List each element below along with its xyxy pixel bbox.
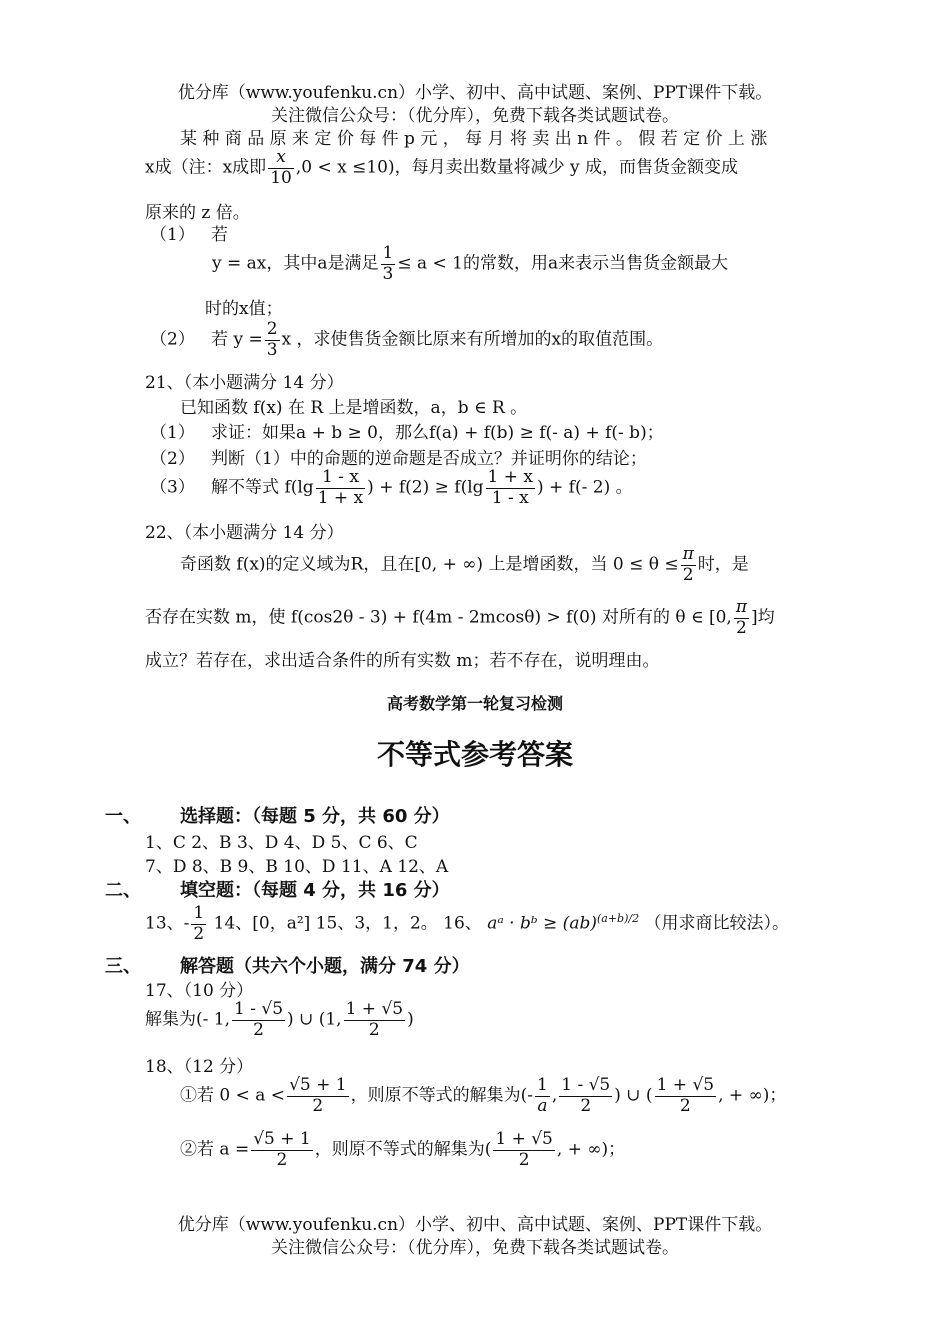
answers-subtitle: 高考数学第一轮复习检测	[386, 694, 563, 713]
q20-intro-a: 某 种 商 品 原 来 定 价 每 件 p 元 ， 每 月 将 卖 出 n 件 。 假 若 定 价 上 涨	[180, 129, 768, 149]
q18-title: 18、（12 分）	[145, 1057, 254, 1077]
section-2-number: 二、	[105, 880, 141, 901]
q18-case-2: ②若 a = $\frac{√5 + 1}{2}$ ，则原不等式的解集为( $\frac{1 + √5}{2}$ , + ∞)；	[180, 1129, 626, 1170]
q20-part1: （1） 若	[150, 225, 229, 245]
footer-line-1: 优分库（www.youfenku.cn）小学、初中、高中试题、案例、PPT课件下载。	[177, 1215, 773, 1235]
header-line-1: 优分库（www.youfenku.cn）小学、初中、高中试题、案例、PPT课件下载。	[177, 83, 773, 103]
q20-intro-b: x成（注：x成即 $\frac{x}{10}$ ,0 < x ≤10)，每月卖出数量将减少 y 成，而售货金额变成	[145, 147, 739, 188]
q22-line-3: 成立？若存在，求出适合条件的所有实数 m；若不存在，说明理由。	[145, 651, 660, 671]
q21-part3: （3） 解不等式 f(lg $\frac{1 - x}{1 + x}$ ) + f(2) ≥ f(lg $\frac{1 + x}{1 - x}$ ) + f(- 2) 。	[150, 467, 633, 508]
section-2-answers: 13、- $\frac{1}{2}$ 14、[0，a²] 15、3，1，2。 16、 aᵃ · bᵇ ≥ (ab)$^{(a+b)/2}$ （用求商比较法）。	[145, 903, 789, 944]
q17-title: 17、（10 分）	[145, 981, 254, 1001]
q21-part1: （1） 求证：如果a + b ≥ 0，那么f(a) + f(b) ≥ f(- a) + f(- b)；	[150, 423, 664, 443]
q21-part2: （2） 判断（1）中的命题的逆命题是否成立？并证明你的结论；	[150, 449, 647, 469]
q21-intro: 已知函数 f(x) 在 R 上是增函数，a，b ∈ R 。	[180, 398, 528, 418]
section-1-row-2: 7、D 8、B 9、B 10、D 11、A 12、A	[145, 857, 449, 877]
q22-title: 22、（本小题满分 14 分）	[145, 523, 344, 543]
section-1-row-1: 1、C 2、B 3、D 4、D 5、C 6、C	[145, 833, 418, 853]
q20-intro-c: 原来的 z 倍。	[145, 203, 250, 223]
q20-part1-line: y = ax，其中a是满足 $\frac{1}{3}$ ≤ a < 1的常数，用a来表示当售货金额最大	[212, 243, 729, 284]
q17-answer: 解集为(- 1, $\frac{1 - √5}{2}$ ) ∪ (1, $\frac{1 + √5}{2}$ )	[145, 999, 414, 1040]
section-2-title: 填空题：（每题 4 分，共 16 分）	[180, 880, 450, 901]
section-3-title: 解答题（共六个小题，满分 74 分）	[180, 956, 470, 977]
q22-line-1: 奇函数 f(x)的定义域为R，且在[0, + ∞) 上是增函数，当 0 ≤ θ ≤ $\frac{\pi}{2}$ 时，是	[180, 544, 749, 585]
q22-line-2: 否存在实数 m，使 f(cos2θ - 3) + f(4m - 2mcosθ) > f(0) 对所有的 θ ∈ [0, $\frac{\pi}{2}$ ]均	[145, 597, 775, 638]
q18-case-1: ①若 0 < a < $\frac{√5 + 1}{2}$ ，则原不等式的解集为(- $\frac{1}{a}$ , $\frac{1 - √5}{2}$ ) ∪ ( $\frac{1 + √5}{2}$ , + ∞)；	[180, 1075, 787, 1116]
q21-title: 21、（本小题满分 14 分）	[145, 373, 344, 393]
header-line-2: 关注微信公众号：（优分库），免费下载各类试题试卷。	[271, 106, 679, 126]
section-1-title: 选择题：（每题 5 分，共 60 分）	[180, 806, 450, 827]
section-1-number: 一、	[105, 806, 141, 827]
q20-part1-line-c: 时的x值；	[205, 299, 283, 319]
section-3-number: 三、	[105, 956, 141, 977]
q20-part2: （2） 若 y = $\frac{2}{3}$ x ，求使售货金额比原来有所增加的x的取值范围。	[150, 319, 664, 360]
footer-line-2: 关注微信公众号：（优分库），免费下载各类试题试卷。	[271, 1238, 679, 1258]
answers-title: 不等式参考答案	[376, 738, 573, 771]
